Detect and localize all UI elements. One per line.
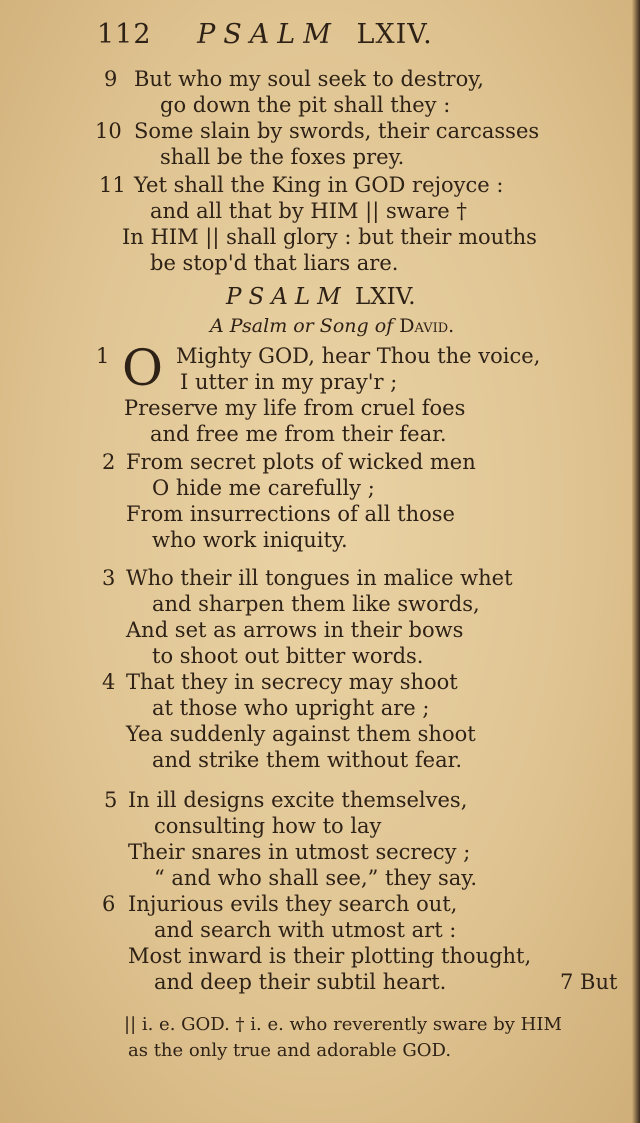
verse-line: Injurious evils they search out,	[128, 892, 458, 916]
psalm-title-word: PSALM	[226, 284, 348, 310]
verse-line: Who their ill tongues in malice whet	[126, 566, 513, 590]
verse-line: consulting how to lay	[154, 814, 382, 838]
verse-line: But who my soul seek to destroy,	[134, 67, 484, 91]
verse-number: 2	[102, 450, 116, 474]
verse-line: Yet shall the King in GOD rejoyce :	[134, 173, 504, 197]
verse-line: be stop'd that liars are.	[150, 251, 399, 275]
verse-line: In HIM || shall glory : but their mouths	[122, 225, 537, 249]
verse-line: shall be the foxes prey.	[160, 145, 405, 169]
running-header	[97, 19, 433, 50]
psalm-subtitle	[210, 313, 454, 339]
drop-cap: O	[122, 339, 163, 397]
footnote-line: || i. e. GOD. † i. e. who reverently sware by HIM	[124, 1014, 562, 1035]
verse-line: In ill designs excite themselves,	[128, 788, 468, 812]
verse-line: at those who upright are ;	[152, 696, 430, 720]
page-number: 112	[97, 19, 152, 50]
page-edge-shadow	[632, 0, 640, 1123]
psalm-subtitle-italic: A Psalm or Song of	[210, 315, 394, 337]
verse-number: 4	[102, 670, 116, 694]
verse-line: Preserve my life from cruel foes	[124, 396, 466, 420]
psalm-subtitle-name: David.	[399, 315, 455, 337]
footnote-line: as the only true and adorable GOD.	[128, 1040, 452, 1061]
verse-line: I utter in my pray'r ;	[180, 370, 398, 394]
running-psalm-number: LXIV.	[356, 19, 433, 50]
verse-line: to shoot out bitter words.	[152, 644, 424, 668]
verse-number: 6	[102, 892, 116, 916]
verse-line: And set as arrows in their bows	[126, 618, 464, 642]
verse-line: and all that by HIM || sware †	[150, 199, 467, 223]
verse-line: Most inward is their plotting thought,	[128, 944, 532, 968]
verse-line: and search with utmost art :	[154, 918, 457, 942]
verse-line: From insurrections of all those	[126, 502, 455, 526]
verse-line: That they in secrecy may shoot	[126, 670, 458, 694]
verse-number: 3	[102, 566, 116, 590]
verse-line: “ and who shall see,” they say.	[154, 866, 478, 890]
verse-line: and sharpen them like swords,	[152, 592, 480, 616]
verse-line: Yea suddenly against them shoot	[126, 722, 476, 746]
catchword: 7 But	[560, 970, 618, 994]
running-title: PSALM	[197, 19, 339, 50]
verse-line: and strike them without fear.	[152, 748, 463, 772]
verse-line: who work iniquity.	[152, 528, 348, 552]
verse-number: 10	[95, 119, 122, 143]
verse-line: Some slain by swords, their carcasses	[134, 119, 540, 143]
verse-line: From secret plots of wicked men	[126, 450, 476, 474]
verse-line: Their snares in utmost secrecy ;	[128, 840, 471, 864]
verse-line: and free me from their fear.	[150, 422, 447, 446]
verse-number: 11	[99, 173, 126, 197]
verse-line: O hide me carefully ;	[152, 476, 375, 500]
psalm-title-number: LXIV.	[354, 284, 416, 310]
verse-number: 5	[104, 788, 118, 812]
verse-number: 1	[96, 344, 110, 368]
verse-line: go down the pit shall they :	[160, 93, 451, 117]
psalm-title	[226, 284, 416, 310]
verse-number: 9	[104, 67, 118, 91]
verse-line: and deep their subtil heart.	[154, 970, 447, 994]
verse-line: Mighty GOD, hear Thou the voice,	[176, 344, 541, 368]
